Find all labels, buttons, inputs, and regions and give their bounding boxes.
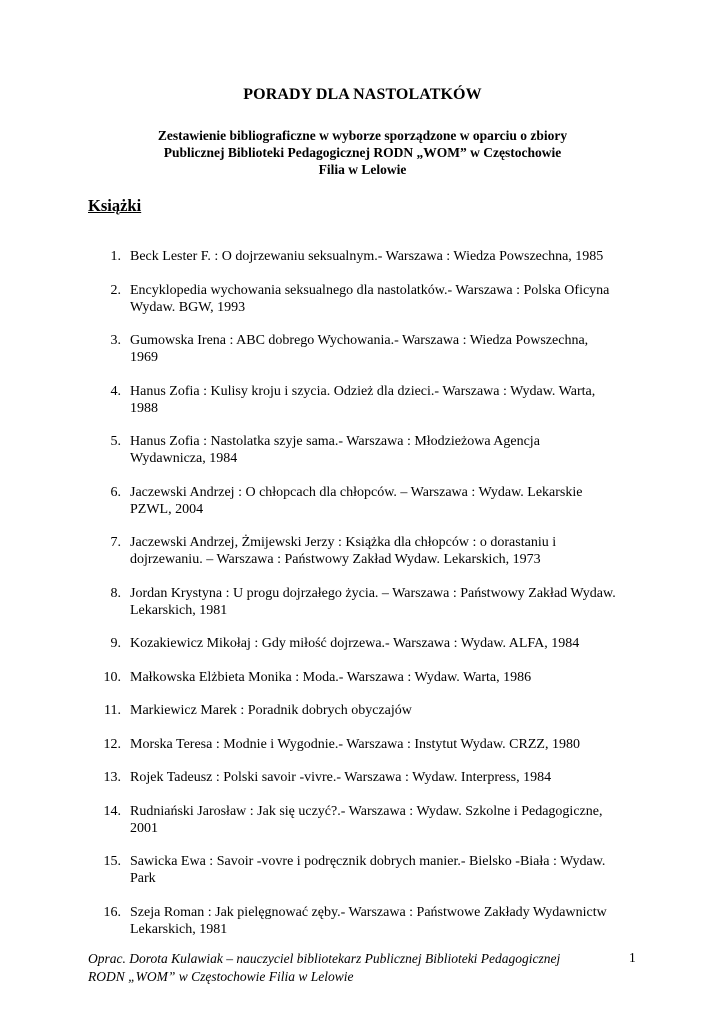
list-item [0, 803, 725, 837]
list-item-line: Lekarskich, 1981 [130, 602, 228, 618]
list-item-text [130, 736, 640, 753]
list-item [0, 534, 725, 568]
list-item-number: 8. [110, 585, 121, 601]
list-item-number: 16. [103, 904, 121, 920]
list-item-text [130, 534, 640, 568]
list-item-number: 3. [110, 333, 121, 348]
list-item-line: Jaczewski Andrzej, Żmijewski Jerzy : Książka dla chłopców : o dorastaniu i [130, 535, 557, 550]
list-item-text [130, 853, 640, 887]
footer-line: Oprac. Dorota Kulawiak – nauczyciel bibliotekarz Publicznej Biblioteki Pedagogicznej [88, 951, 561, 966]
list-item-number: 9. [110, 636, 121, 651]
list-item-line: 1969 [130, 350, 158, 365]
document-title: PORADY DLA NASTOLATKÓW [243, 86, 482, 103]
section-heading-books: Książki [88, 196, 142, 215]
list-item [0, 635, 725, 652]
list-item-text [130, 248, 640, 265]
list-item-line: Park [130, 871, 156, 886]
subtitle-line: Zestawienie bibliograficzne w wyborze sporządzone w oparciu o zbiory [157, 128, 568, 143]
list-item-text [130, 635, 640, 652]
list-item-line: Markiewicz Marek : Poradnik dobrych obyczajów [130, 703, 412, 718]
list-item-number: 12. [103, 736, 121, 752]
list-item [0, 484, 725, 518]
list-item-line: Kozakiewicz Mikołaj : Gdy miłość dojrzewa.- Warszawa : Wydaw. ALFA, 1984 [130, 636, 580, 651]
list-item-number: 4. [110, 383, 121, 399]
list-item-number: 10. [103, 669, 121, 685]
list-item-line: Lekarskich, 1981 [130, 921, 228, 937]
list-item-line: Gumowska Irena : ABC dobrego Wychowania.- Warszawa : Wiedza Powszechna, [130, 333, 589, 348]
list-item-line: Morska Teresa : Modnie i Wygodnie.- Warszawa : Instytut Wydaw. CRZZ, 1980 [130, 736, 580, 752]
list-item-text [130, 383, 640, 417]
list-item-number: 2. [110, 282, 121, 298]
list-item-line: Jaczewski Andrzej : O chłopcach dla chłopców. – Warszawa : Wydaw. Lekarskie [130, 484, 583, 500]
list-item [0, 332, 725, 366]
list-item [0, 585, 725, 619]
list-item-line: Szeja Roman : Jak pielęgnować zęby.- Warszawa : Państwowe Zakłady Wydawnictw [130, 904, 607, 920]
list-item-text [130, 803, 640, 837]
list-item-number: 6. [110, 484, 121, 500]
list-item-line: Hanus Zofia : Nastolatka szyje sama.- Warszawa : Młodzieżowa Agencja [130, 434, 540, 449]
list-item-line: 2001 [130, 820, 158, 836]
page-footer [88, 950, 608, 986]
list-item-line: Rudniański Jarosław : Jak się uczyć?.- Warszawa : Wydaw. Szkolne i Pedagogiczne, [130, 803, 603, 819]
document-subtitle [0, 127, 725, 178]
list-item [0, 433, 725, 467]
list-item [0, 769, 725, 786]
list-item-line: Wydawnicza, 1984 [130, 451, 238, 466]
list-item-text [130, 702, 640, 719]
list-item-line: PZWL, 2004 [130, 501, 204, 517]
list-item [0, 702, 725, 719]
bibliography-list [0, 248, 725, 954]
list-item-text [130, 484, 640, 518]
list-item-text [130, 282, 640, 316]
list-item-number: 11. [104, 703, 121, 718]
list-item-text [130, 585, 640, 619]
page-number: 1 [629, 950, 636, 965]
list-item-text [130, 669, 640, 686]
subtitle-line: Publicznej Biblioteki Pedagogicznej RODN „WOM” w Częstochowie [163, 145, 562, 160]
list-item-line: 1988 [130, 400, 158, 416]
list-item-line: Jordan Krystyna : U progu dojrzałego życia. – Warszawa : Państwowy Zakład Wydaw. [130, 585, 616, 601]
list-item-line: Encyklopedia wychowania seksualnego dla nastolatków.- Warszawa : Polska Oficyna [130, 282, 610, 298]
list-item-number: 5. [110, 434, 121, 449]
list-item-text [130, 904, 640, 938]
list-item-line: Hanus Zofia : Kulisy kroju i szycia. Odzież dla dzieci.- Warszawa : Wydaw. Warta, [130, 383, 596, 399]
list-item-number: 15. [103, 854, 121, 869]
list-item-line: dojrzewaniu. – Warszawa : Państwowy Zakład Wydaw. Lekarskich, 1973 [130, 552, 541, 567]
list-item [0, 282, 725, 316]
footer-line: RODN „WOM” w Częstochowie Filia w Lelowie [88, 969, 354, 984]
list-item-number: 1. [110, 249, 121, 264]
list-item-line: Wydaw. BGW, 1993 [130, 299, 246, 315]
list-item-text [130, 332, 640, 366]
list-item-line: Sawicka Ewa : Savoir -vovre i podręcznik dobrych manier.- Bielsko -Biała : Wydaw. [130, 854, 606, 869]
subtitle-line: Filia w Lelowie [318, 162, 407, 177]
list-item-line: Małkowska Elżbieta Monika : Moda.- Warszawa : Wydaw. Warta, 1986 [130, 669, 532, 685]
list-item-number: 13. [103, 770, 121, 785]
list-item-number: 7. [110, 535, 121, 550]
list-item [0, 669, 725, 686]
list-item [0, 248, 725, 265]
list-item-text [130, 433, 640, 467]
list-item [0, 904, 725, 938]
list-item [0, 383, 725, 417]
list-item-number: 14. [103, 803, 121, 819]
list-item-line: Rojek Tadeusz : Polski savoir -vivre.- Warszawa : Wydaw. Interpress, 1984 [130, 770, 552, 785]
list-item [0, 736, 725, 753]
list-item-line: Beck Lester F. : O dojrzewaniu seksualnym.- Warszawa : Wiedza Powszechna, 1985 [130, 249, 604, 264]
list-item-text [130, 769, 640, 786]
list-item [0, 853, 725, 887]
